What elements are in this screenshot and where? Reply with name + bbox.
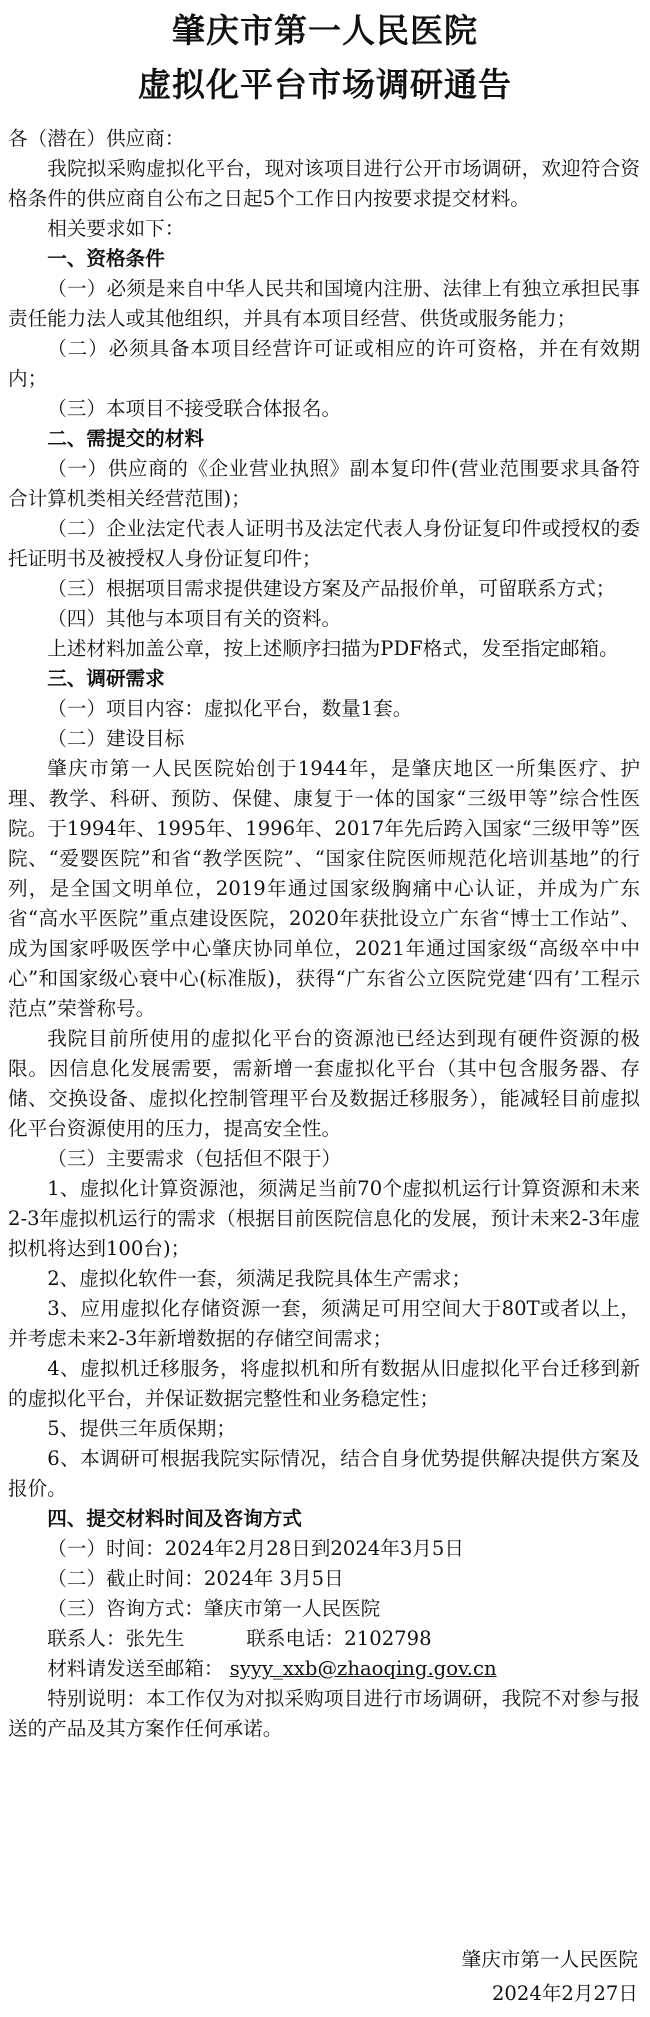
material-item: （三）根据项目需求提供建设方案及产品报价单，可留联系方式； (47, 577, 616, 600)
signature-organization: 肇庆市第一人民医院 (461, 1948, 638, 1971)
project-content: （一）项目内容：虚拟化平台，数量1套。 (47, 697, 413, 720)
signature-date: 2024年2月27日 (491, 1982, 638, 2005)
main-needs-heading: （三）主要需求（包括但不限于） (47, 1147, 342, 1170)
material-item: （二）企业法定代表人证明书及法定代表人身份证复印件或授权的委托证明书及被授权人身份证复印件； (8, 517, 640, 570)
submission-deadline: （二）截止时间：2024年 3月5日 (47, 1567, 344, 1590)
section-heading-research: 三、调研需求 (47, 667, 165, 690)
contact-person: 联系人：张先生 (47, 1627, 185, 1650)
intro-paragraph: 我院拟采购虚拟化平台，现对该项目进行公开市场调研，欢迎符合资格条件的供应商自公布之日起5个工作日内按要求提交材料。 (8, 157, 640, 210)
email-link[interactable]: syyy_xxb@zhaoqing.gov.cn (229, 1657, 497, 1680)
need-item: 1、虚拟化计算资源池，须满足当前70个虚拟机运行计算资源和未来2-3年虚拟机运行的需求（根据目前医院信息化的发展，预计未来2-3年虚拟机将达到100台)； (8, 1177, 640, 1260)
special-note: 特别说明：本工作仅为对拟采购项目进行市场调研，我院不对参与报送的产品及其方案作任何承诺。 (8, 1687, 640, 1740)
salutation: 各（潜在）供应商： (8, 127, 185, 150)
goal-heading: （二）建设目标 (47, 727, 185, 750)
materials-note: 上述材料加盖公章，按上述顺序扫描为PDF格式，发至指定邮箱。 (47, 637, 619, 660)
email-line (8, 1654, 640, 1684)
title-line-1: 肇庆市第一人民医院 (172, 11, 478, 50)
section-heading-materials: 二、需提交的材料 (47, 427, 204, 450)
need-item: 2、虚拟化软件一套，须满足我院具体生产需求； (47, 1267, 472, 1290)
need-item: 3、应用虚拟化存储资源一套，须满足可用空间大于80T或者以上，并考虑未来2-3年新增数据的存储空间需求； (8, 1297, 640, 1350)
email-label: 材料请发送至邮箱： (47, 1657, 224, 1680)
requirements-lead: 相关要求如下： (47, 217, 185, 240)
current-situation-paragraph: 我院目前所使用的虚拟化平台的资源池已经达到现有硬件资源的极限。因信息化发展需要，需新增一套虚拟化平台（其中包含服务器、存储、交换设备、虚拟化控制管理平台及数据迁移服务），能减轻目前虚拟化平台资源使用的压力，提高安全性。 (8, 1027, 640, 1140)
contact-line (8, 1624, 640, 1654)
title-line-2: 虚拟化平台市场调研通告 (138, 65, 512, 104)
notice-body (8, 124, 640, 1744)
need-item: 4、虚拟机迁移服务，将虚拟机和所有数据从旧虚拟化平台迁移到新的虚拟化平台，并保证数据完整性和业务稳定性； (8, 1357, 640, 1410)
contact-phone: 联系电话：2102798 (246, 1627, 432, 1650)
qualification-item: （二）必须具备本项目经营许可证或相应的许可资格，并在有效期内； (8, 337, 640, 390)
consultation-method: （三）咨询方式：肇庆市第一人民医院 (47, 1597, 381, 1620)
qualification-item: （一）必须是来自中华人民共和国境内注册、法律上有独立承担民事责任能力法人或其他组织，并具有本项目经营、供货或服务能力； (8, 277, 640, 330)
section-heading-qualification: 一、资格条件 (47, 247, 165, 270)
qualification-item: （三）本项目不接受联合体报名。 (47, 397, 342, 420)
need-item: 5、提供三年质保期； (47, 1417, 236, 1440)
material-item: （一）供应商的《企业营业执照》副本复印件(营业范围要求具备符合计算机类相关经营范围)； (8, 457, 640, 510)
hospital-intro-paragraph: 肇庆市第一人民医院始创于1944年，是肇庆地区一所集医疗、护理、教学、科研、预防、保健、康复于一体的国家“三级甲等”综合性医院。于1994年、1995年、1996年、2017年先后跨入国家“三级甲等”医院、“爱婴医院”和省“教学医院”、“国家住院医师规范化培训基地”的行列，是全国文明单位，2019年通过国家级胸痛中心认证，并成为广东省“高水平医院”重点建设医院，2020年获批设立广东省“博士工作站”、成为国家呼吸医学中心肇庆协同单位，2021年通过国家级“高级卒中中心”和国家级心衰中心(标准版)，获得“广东省公立医院党建‘四有’工程示范点”荣誉称号。 (8, 757, 640, 1020)
section-heading-submission: 四、提交材料时间及咨询方式 (47, 1507, 302, 1530)
need-item: 6、本调研可根据我院实际情况，结合自身优势提供解决提供方案及报价。 (8, 1447, 640, 1500)
material-item: （四）其他与本项目有关的资料。 (47, 607, 342, 630)
submission-time: （一）时间：2024年2月28日到2024年3月5日 (47, 1537, 464, 1560)
